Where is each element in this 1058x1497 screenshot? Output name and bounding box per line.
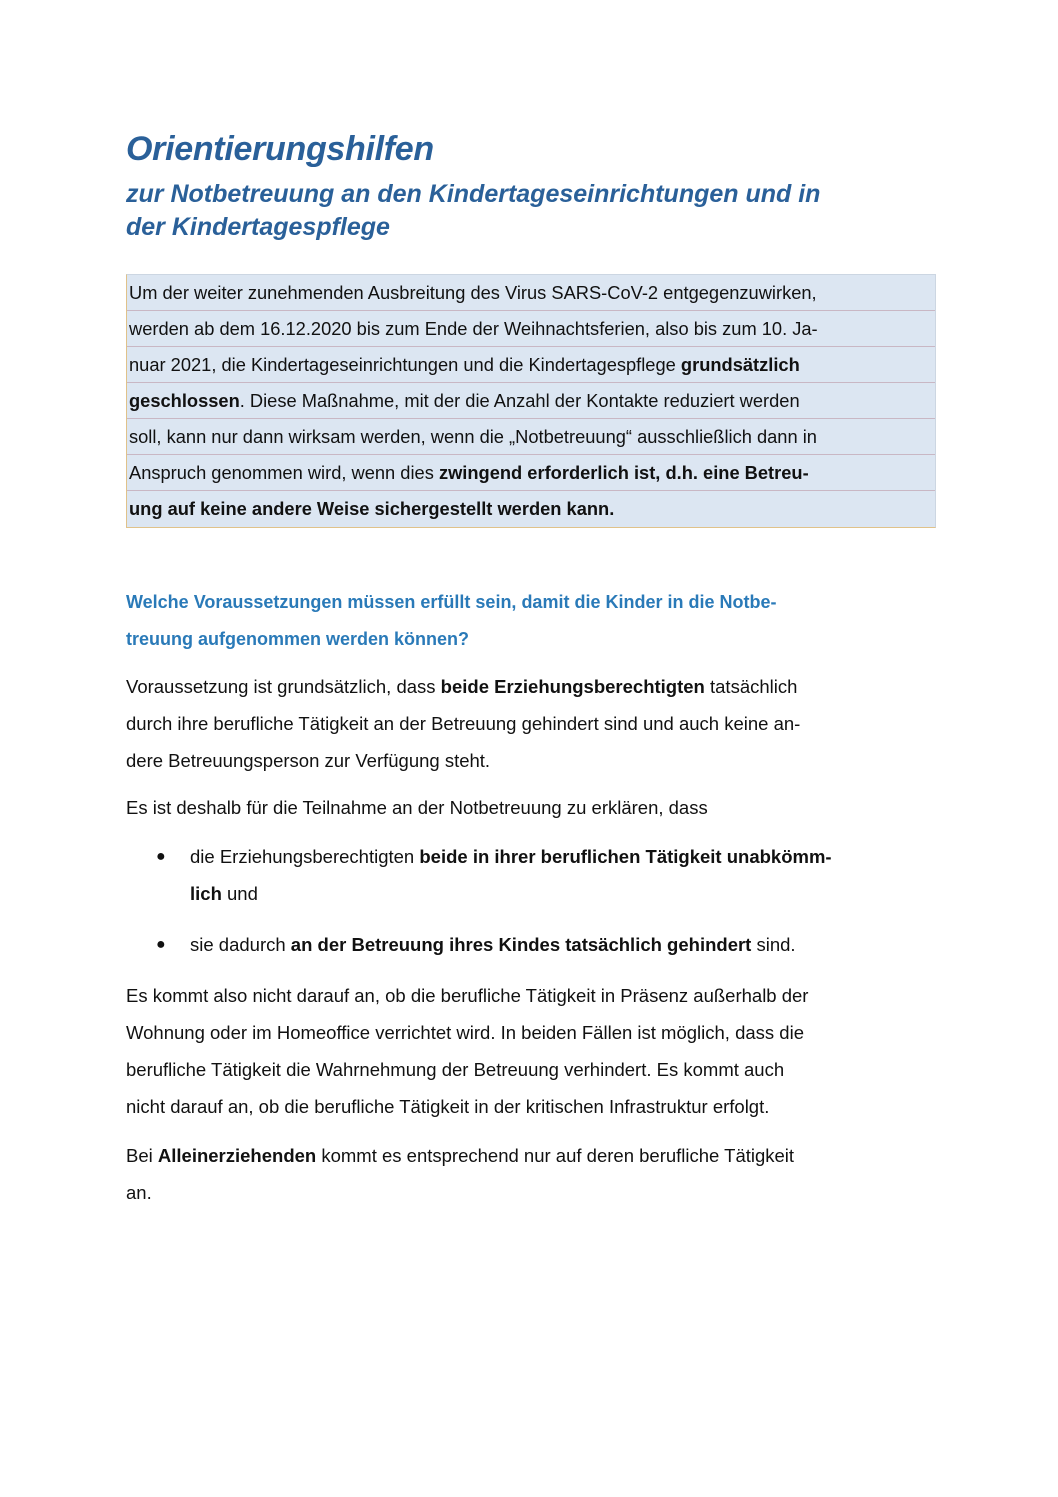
question-line-1: Welche Voraussetzungen müssen erfüllt sein, damit die Kinder in die Notbe- (126, 592, 777, 612)
bullet-icon: ● (156, 936, 166, 953)
text: Bei (126, 1145, 158, 1166)
paragraph-prerequisite (126, 668, 936, 779)
box-line-2: werden ab dem 16.12.2020 bis zum Ende der Weihnachtsferien, also bis zum 10. Ja- (127, 311, 935, 347)
box-line-6 (127, 455, 935, 491)
bold-text: beide in ihrer beruflichen Tätigkeit unabkömm- (419, 846, 832, 867)
box-bold-text: zwingend erforderlich ist, d.h. eine Betreu- (438, 462, 809, 483)
subtitle-line-1: zur Notbetreuung an den Kindertageseinrichtungen und in (126, 180, 821, 208)
text: nicht darauf an, ob die berufliche Tätigkeit in der kritischen Infrastruktur erfolgt. (126, 1096, 770, 1117)
box-bold-text: ung auf keine andere Weise sichergestellt werden kann. (129, 498, 615, 519)
box-line-1: Um der weiter zunehmenden Ausbreitung des Virus SARS-CoV-2 entgegenzuwirken, (127, 275, 935, 311)
bullet-list (126, 838, 936, 963)
page-title: Orientierungshilfen (126, 130, 434, 168)
box-bold-text: geschlossen (129, 390, 240, 411)
question-line-2: treuung aufgenommen werden können? (126, 629, 470, 649)
text: und (221, 883, 258, 904)
paragraph-single-parents (126, 1137, 936, 1211)
text: die Erziehungsberechtigten (190, 846, 420, 867)
list-item (126, 838, 936, 912)
text: an. (126, 1182, 152, 1203)
box-text: . Diese Maßnahme, mit der die Anzahl der Kontakte reduziert werden (239, 390, 800, 411)
bold-text: beide Erziehungsberechtigten (440, 676, 705, 697)
paragraph-homeoffice (126, 977, 936, 1125)
box-line-5: soll, kann nur dann wirksam werden, wenn die „Notbetreuung“ ausschließlich dann in (127, 419, 935, 455)
section-question (126, 584, 936, 658)
bold-text: lich (190, 883, 222, 904)
text: Es kommt also nicht darauf an, ob die berufliche Tätigkeit in Präsenz außerhalb der (126, 985, 809, 1006)
box-text: nuar 2021, die Kindertageseinrichtungen und die Kindertagespflege (129, 354, 681, 375)
box-text: Anspruch genommen wird, wenn dies (129, 462, 439, 483)
bold-text: Alleinerziehenden (157, 1145, 317, 1166)
box-bold-text: grundsätzlich (680, 354, 800, 375)
page-subtitle (126, 178, 926, 244)
text: durch ihre berufliche Tätigkeit an der Betreuung gehindert sind und auch keine an- (126, 713, 801, 734)
box-line-4 (127, 383, 935, 419)
text: dere Betreuungsperson zur Verfügung steht. (126, 750, 491, 771)
bold-text: an der Betreuung ihres Kindes tatsächlich gehindert (290, 934, 752, 955)
text: tatsächlich (704, 676, 798, 697)
highlight-box (126, 274, 936, 528)
text: kommt es entsprechend nur auf deren berufliche Tätigkeit (316, 1145, 795, 1166)
box-line-3 (127, 347, 935, 383)
box-line-7 (127, 491, 935, 527)
paragraph-declaration: Es ist deshalb für die Teilnahme an der Notbetreuung zu erklären, dass (126, 797, 708, 818)
text: sie dadurch (190, 934, 291, 955)
text: berufliche Tätigkeit die Wahrnehmung der Betreuung verhindert. Es kommt auch (126, 1059, 785, 1080)
text: sind. (751, 934, 796, 955)
document-page (126, 128, 936, 1211)
text: Wohnung oder im Homeoffice verrichtet wird. In beiden Fällen ist möglich, dass die (126, 1022, 804, 1043)
bullet-icon: ● (156, 848, 166, 865)
list-item (126, 926, 936, 963)
subtitle-line-2: der Kindertagespflege (126, 213, 390, 241)
text: Voraussetzung ist grundsätzlich, dass (126, 676, 441, 697)
